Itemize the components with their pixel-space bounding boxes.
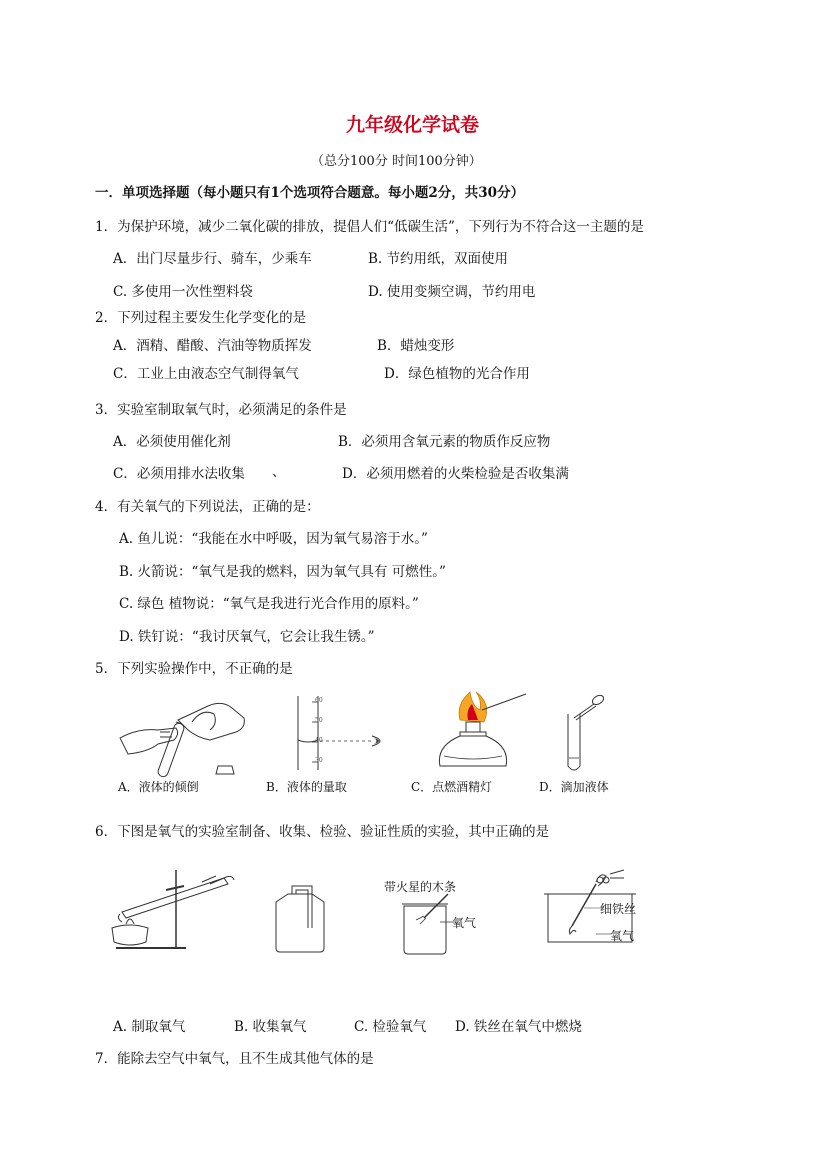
scale-label-60: 60 bbox=[315, 697, 323, 704]
q3-option-a: A．必须使用催化剂 bbox=[113, 434, 231, 450]
q1-option-c: C. 多使用一次性塑料袋 bbox=[113, 284, 253, 300]
label-oxygen-d: 氧气 bbox=[610, 929, 635, 943]
q4-option-d: D. 铁钉说：“我讨厌氧气，它会让我生锈。” bbox=[119, 629, 375, 645]
q5-caption-a: A．液体的倾倒 bbox=[118, 780, 199, 794]
question-6-stem: 6．下图是氧气的实验室制备、收集、检验、验证性质的实验，其中正确的是 bbox=[95, 824, 550, 840]
q6-option-d: D. 铁丝在氧气中燃烧 bbox=[455, 1019, 582, 1035]
q6-option-b: B. 收集氧气 bbox=[234, 1019, 307, 1035]
question-5-stem: 5．下列实验操作中，不正确的是 bbox=[95, 661, 293, 677]
q2-option-b: B．蜡烛变形 bbox=[377, 338, 455, 354]
q3-option-b: B．必须用含氧元素的物质作反应物 bbox=[338, 434, 551, 450]
q2-option-a: A．酒精、醋酸、汽油等物质挥发 bbox=[113, 338, 312, 354]
scale-label-30: 30 bbox=[315, 757, 323, 764]
q6-option-c: C. 检验氧气 bbox=[354, 1019, 427, 1035]
q2-option-d: D．绿色植物的光合作用 bbox=[384, 366, 530, 382]
q4-option-c: C. 绿色 植物说：“氧气是我进行光合作用的原料。” bbox=[119, 596, 419, 612]
figure-pouring-liquid bbox=[118, 688, 248, 778]
q5-caption-c: C．点燃酒精灯 bbox=[411, 780, 493, 794]
scale-label-50: 50 bbox=[315, 717, 323, 724]
stray-mark: 、 bbox=[272, 464, 286, 480]
figure-oxygen-generation bbox=[106, 862, 246, 952]
question-2-stem: 2．下列过程主要发生化学变化的是 bbox=[95, 310, 307, 326]
question-7-stem: 7．能除去空气中氧气，且不生成其他气体的是 bbox=[95, 1051, 374, 1067]
q3-option-d: D．必须用燃着的火柴检验是否收集满 bbox=[342, 466, 569, 482]
figure-dropper bbox=[560, 692, 610, 776]
page-title: 九年级化学试卷 bbox=[346, 114, 480, 136]
q3-option-c: C．必须用排水法收集 bbox=[113, 466, 245, 482]
figure-measuring-cylinder bbox=[292, 694, 392, 774]
q5-caption-b: B．液体的量取 bbox=[266, 780, 347, 794]
q6-option-a: A. 制取氧气 bbox=[113, 1019, 186, 1035]
question-1-stem: 1．为保护环境，减少二氧化碳的排放，提倡人们“低碳生活”，下列行为不符合这一主题的是 bbox=[95, 219, 644, 235]
question-4-stem: 4．有关氧气的下列说法，正确的是： bbox=[95, 499, 320, 515]
q5-caption-d: D．滴加液体 bbox=[539, 780, 609, 794]
figure-alcohol-lamp-lighting bbox=[430, 690, 530, 776]
figure-gas-collection bbox=[272, 884, 328, 954]
label-iron-wire: 细铁丝 bbox=[600, 902, 637, 916]
q2-option-c: C．工业上由液态空气制得氧气 bbox=[113, 366, 299, 382]
q1-option-d: D. 使用变频空调，节约用电 bbox=[368, 284, 536, 300]
exam-info: （总分100分 时间100分钟） bbox=[311, 154, 482, 169]
q1-option-a: A．出门尽量步行、骑车，少乘车 bbox=[113, 251, 312, 267]
q1-option-b: B. 节约用纸，双面使用 bbox=[368, 251, 509, 267]
q4-option-a: A. 鱼儿说：“我能在水中呼吸，因为氧气易溶于水。” bbox=[119, 531, 428, 547]
q4-option-b: B. 火箭说：“氧气是我的燃料，因为氧气具有 可燃性。” bbox=[119, 564, 446, 580]
scale-label-40: 40 bbox=[315, 737, 323, 744]
section-heading: 一．单项选择题（每小题只有1个选项符合题意。每小题2分，共30分） bbox=[95, 185, 525, 201]
label-oxygen-c: 氧气 bbox=[452, 916, 477, 930]
question-3-stem: 3．实验室制取氧气时，必须满足的条件是 bbox=[95, 402, 347, 418]
label-glowing-splint: 带火星的木条 bbox=[384, 880, 457, 894]
